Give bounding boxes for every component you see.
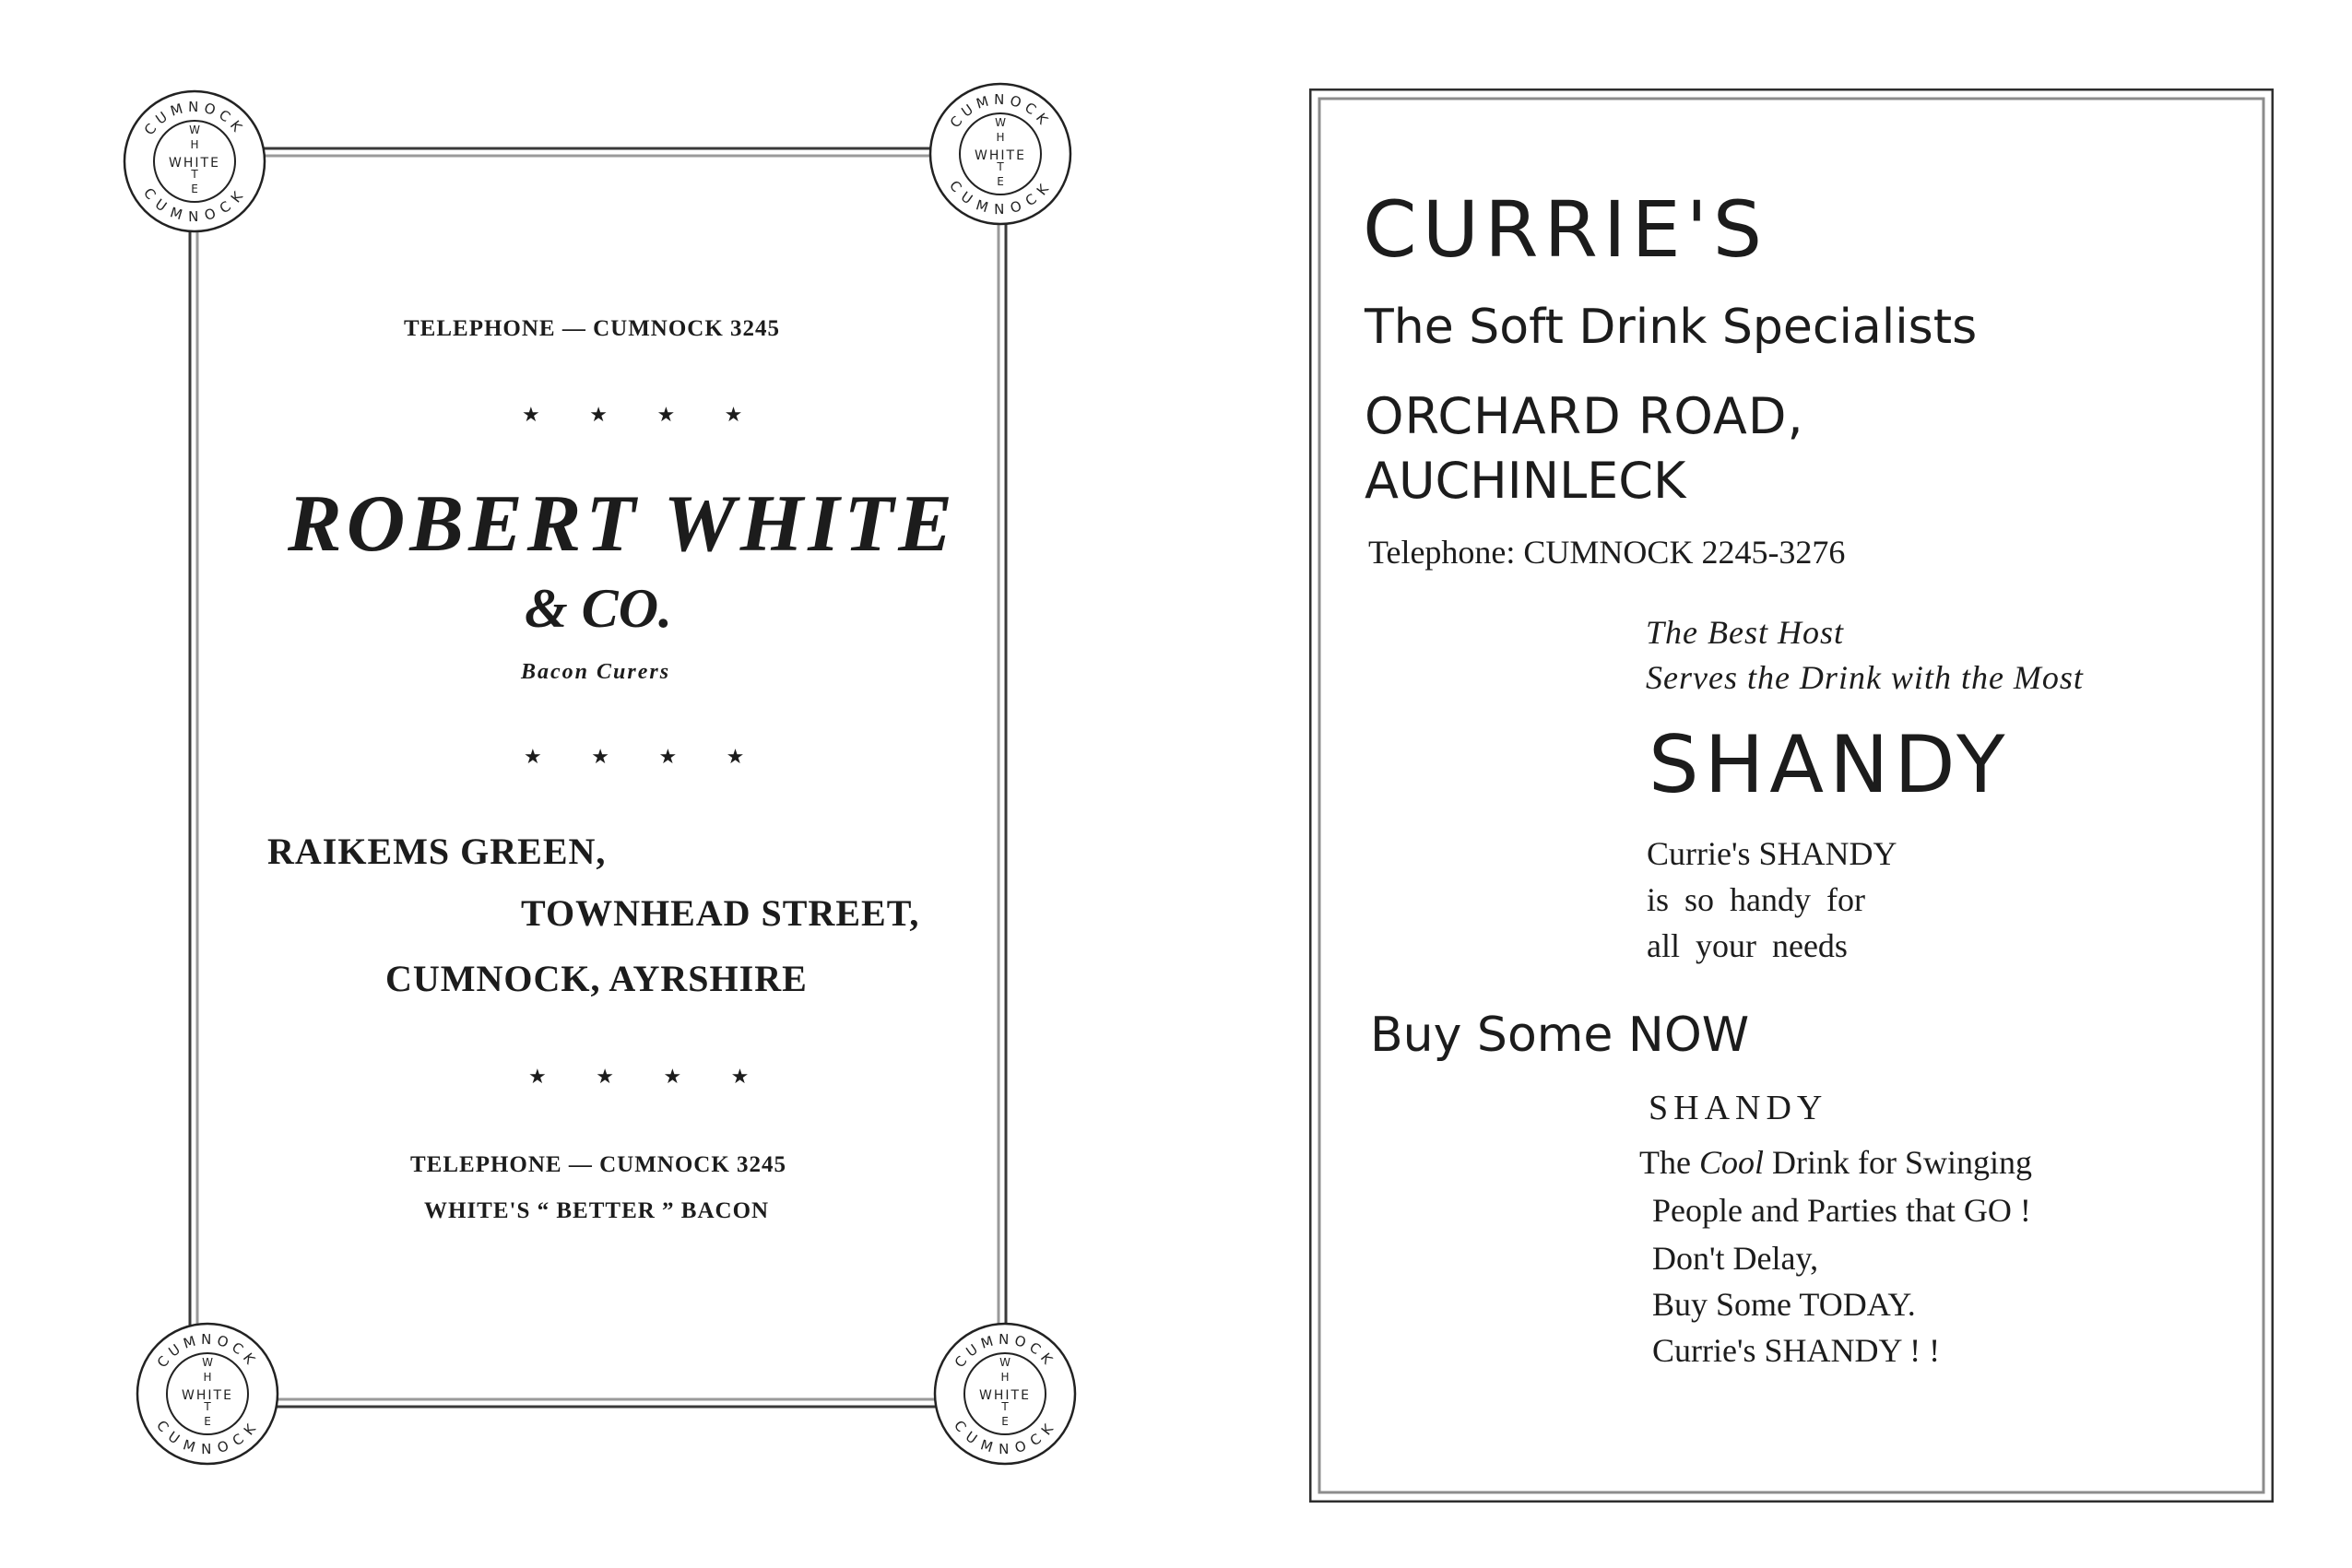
body-line-1-post: Drink for Swinging <box>1771 1144 2032 1181</box>
svg-text:CUMNOCK: CUMNOCK <box>140 184 249 226</box>
motto-line-1: The Best Host <box>1646 614 1844 651</box>
rhyme-line-3: all your needs <box>1647 927 1848 964</box>
seal-icon <box>134 1320 281 1468</box>
star-divider-2: ★ ★ ★ ★ <box>524 745 767 768</box>
body-line-1-cool: Cool <box>1698 1144 1764 1181</box>
seal-icon <box>927 80 1074 228</box>
body-line-5: Currie's SHANDY ! ! <box>1652 1332 1941 1369</box>
svg-text:CUMNOCK: CUMNOCK <box>951 1417 1059 1458</box>
company-name: ROBERT WHITE <box>288 479 957 569</box>
white-cumnock-seal-top-right <box>927 80 1074 228</box>
svg-text:CUMNOCK: CUMNOCK <box>951 1330 1059 1372</box>
buy-now-line: Buy Some NOW <box>1370 1008 1750 1063</box>
svg-text:CUMNOCK: CUMNOCK <box>153 1417 262 1458</box>
address-line-1: ORCHARD ROAD, <box>1365 387 1804 445</box>
seal-cross-text: WHITE <box>182 1388 233 1403</box>
bacon-slogan: WHITE'S “ BETTER ” BACON <box>424 1198 770 1223</box>
seal-cross-text: WHITE <box>979 1388 1031 1403</box>
svg-text:CUMNOCK: CUMNOCK <box>140 98 249 139</box>
address-line-3: CUMNOCK, AYRSHIRE <box>385 958 808 999</box>
company-suffix: & CO. <box>525 578 673 639</box>
telephone-bottom: TELEPHONE — CUMNOCK 3245 <box>410 1152 787 1177</box>
seal-icon <box>121 88 268 235</box>
body-line-1 <box>1639 1143 2032 1182</box>
svg-text:WHTE: W H T E <box>999 1356 1011 1428</box>
address-line-2: TOWNHEAD STREET, <box>521 892 920 934</box>
motto-line-2: Serves the Drink with the Most <box>1646 659 2084 696</box>
seal-cross-text: WHITE <box>169 156 220 171</box>
product-name: SHANDY <box>1649 719 2011 811</box>
company-tagline: Bacon Curers <box>521 660 671 684</box>
address-line-2: AUCHINLECK <box>1365 452 1686 510</box>
product-name-small: SHANDY <box>1649 1089 1828 1127</box>
rhyme-line-2: is so handy for <box>1647 881 1865 918</box>
white-cumnock-seal-bottom-left <box>134 1320 281 1468</box>
body-line-2: People and Parties that GO ! <box>1652 1192 2031 1229</box>
telephone: Telephone: CUMNOCK 2245-3276 <box>1368 534 1846 571</box>
star-divider-1: ★ ★ ★ ★ <box>522 403 765 426</box>
svg-text:CUMNOCK: CUMNOCK <box>946 177 1055 218</box>
star-divider-3: ★ ★ ★ ★ <box>528 1065 772 1088</box>
body-line-4: Buy Some TODAY. <box>1652 1286 1916 1323</box>
telephone-top: TELEPHONE — CUMNOCK 3245 <box>404 316 781 341</box>
svg-text:WHTE: W H T E <box>995 116 1006 188</box>
company-subtitle: The Soft Drink Specialists <box>1365 300 1978 355</box>
company-name: CURRIE'S <box>1363 184 1768 275</box>
svg-text:WHTE: W H T E <box>189 124 200 195</box>
body-line-1-pre: The <box>1639 1144 1691 1181</box>
address-line-1: RAIKEMS GREEN, <box>267 831 607 872</box>
svg-text:CUMNOCK: CUMNOCK <box>946 90 1055 132</box>
body-line-3: Don't Delay, <box>1652 1240 1819 1277</box>
svg-text:WHTE: W H T E <box>202 1356 213 1428</box>
svg-text:CUMNOCK: CUMNOCK <box>153 1330 262 1372</box>
rhyme-line-1: Currie's SHANDY <box>1647 835 1897 872</box>
white-cumnock-seal-bottom-right <box>931 1320 1079 1468</box>
white-cumnock-seal-top-left <box>121 88 268 235</box>
seal-icon <box>931 1320 1079 1468</box>
seal-cross-text: WHITE <box>975 148 1026 163</box>
